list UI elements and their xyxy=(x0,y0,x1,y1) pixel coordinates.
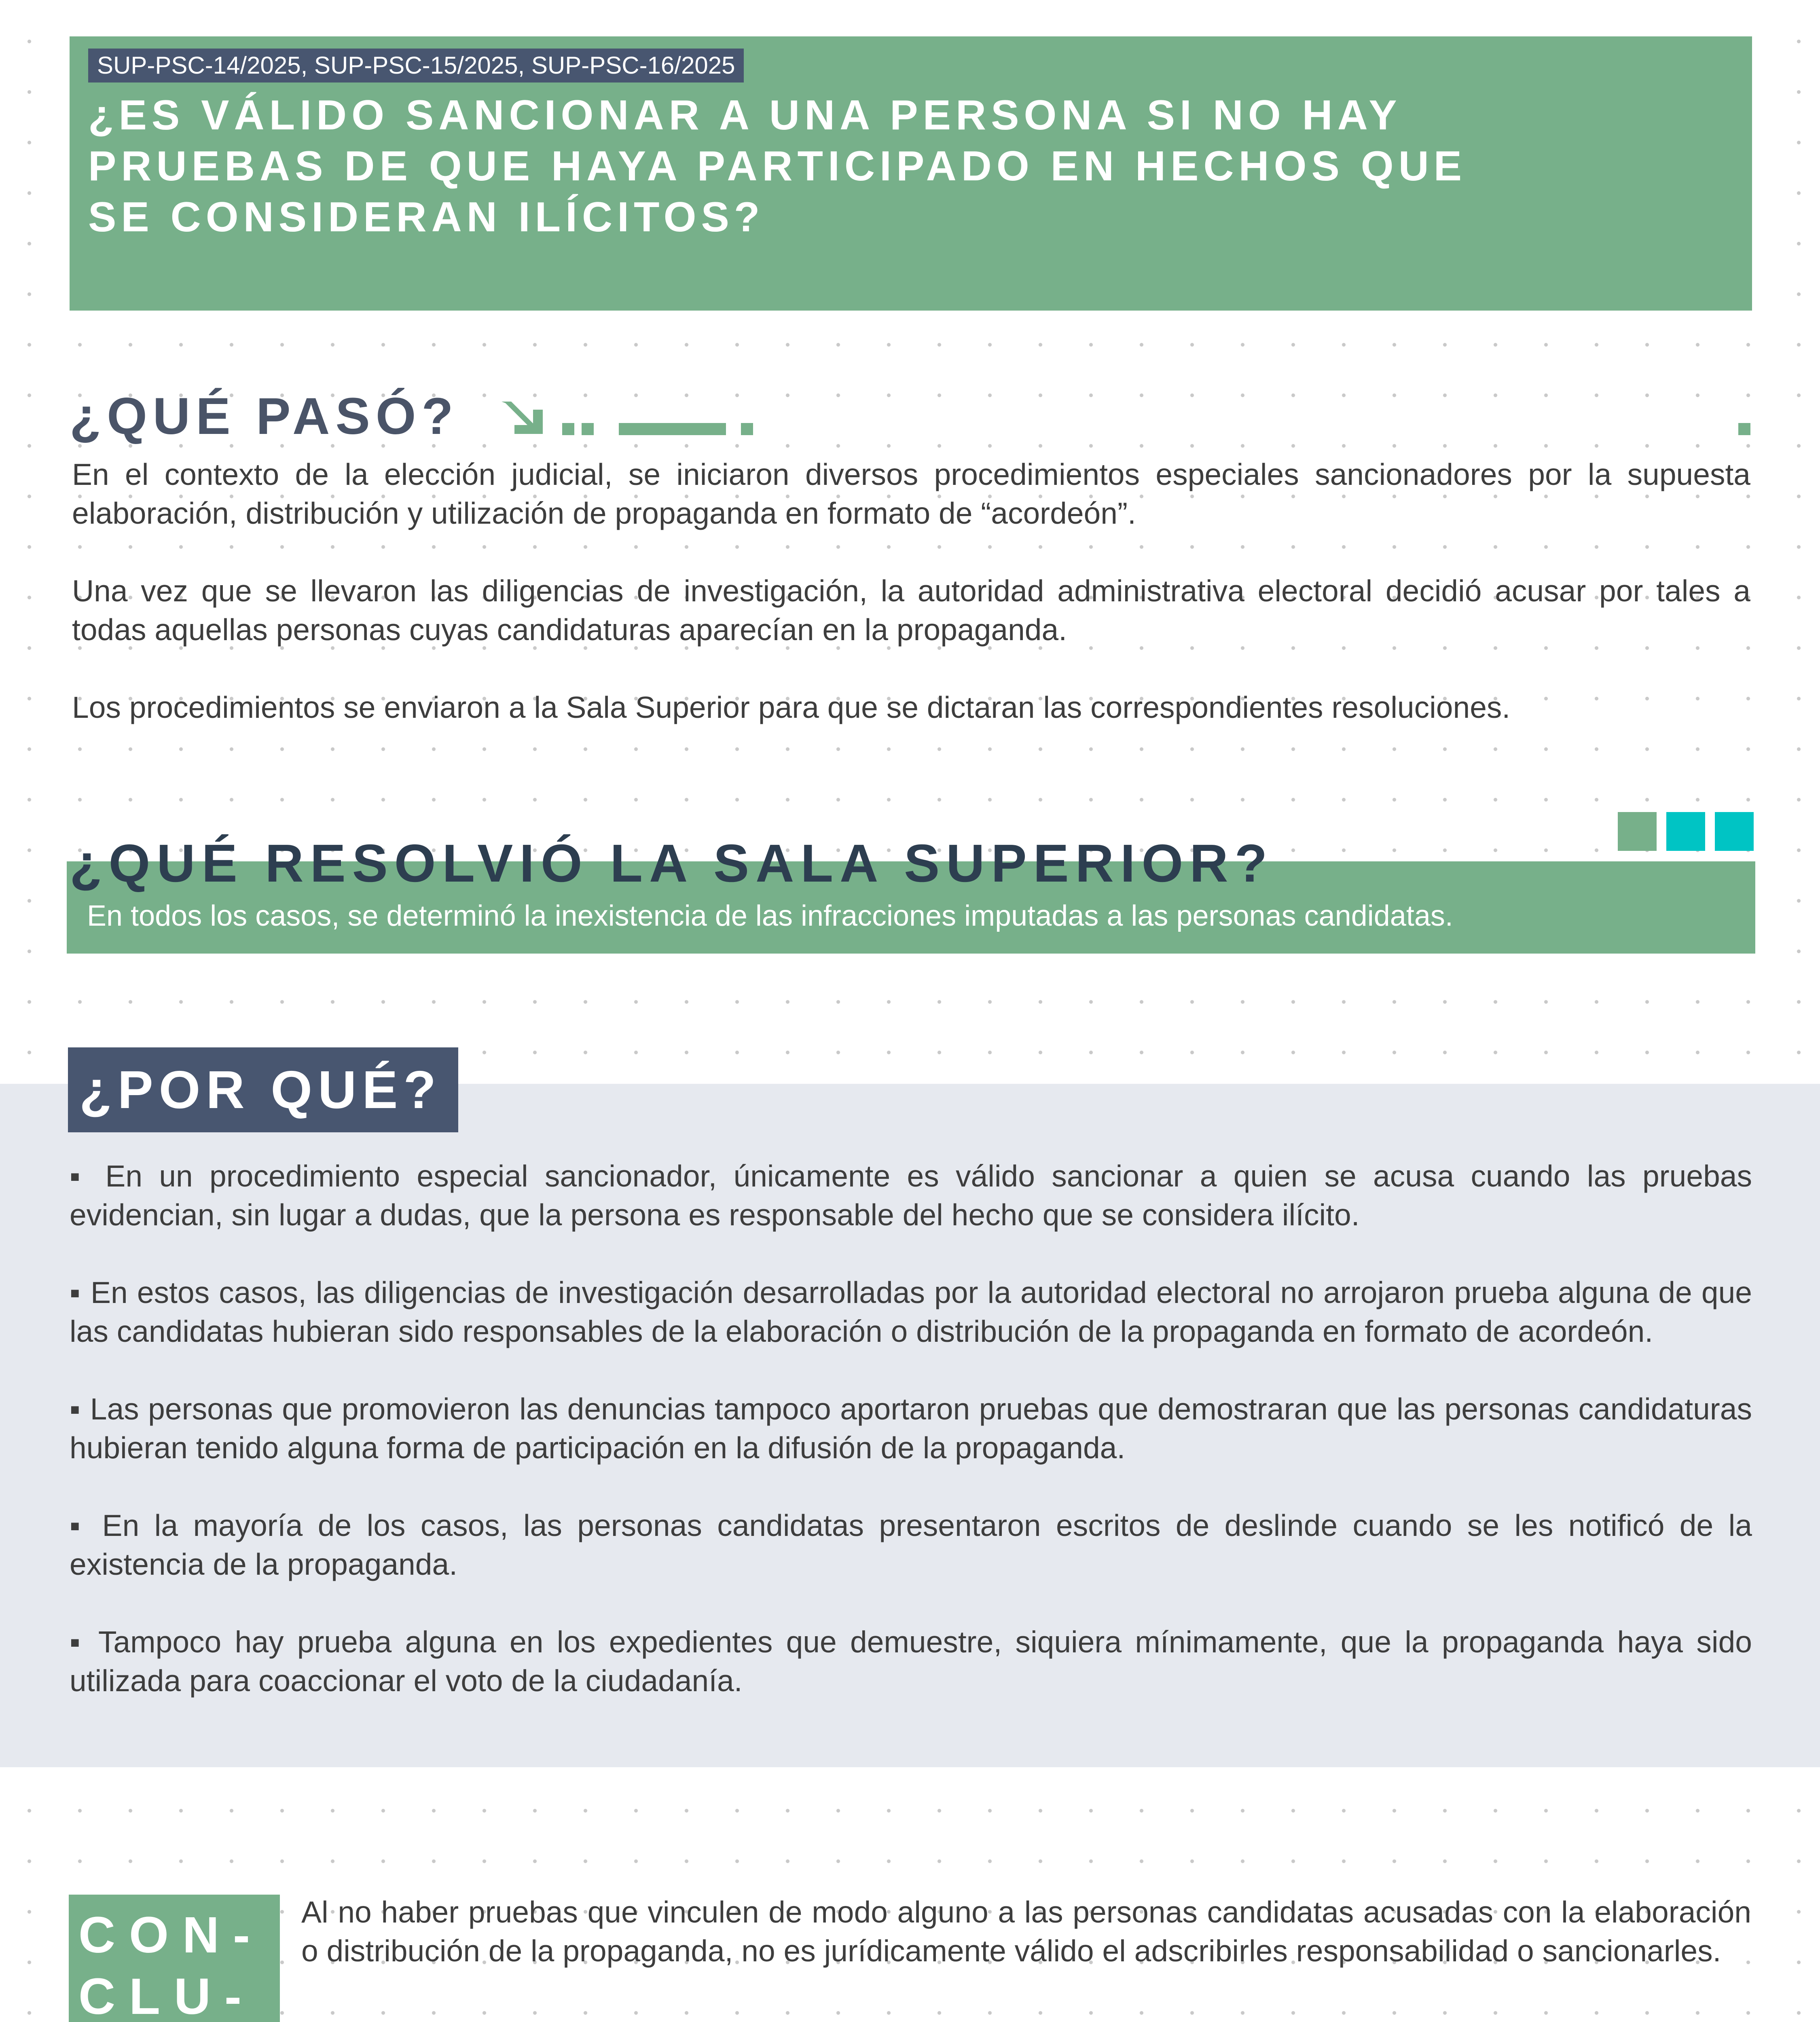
decorative-dot xyxy=(582,423,594,435)
page-title-line: PRUEBAS DE QUE HAYA PARTICIPADO EN HECHOS QUE xyxy=(88,143,1467,190)
conclusion-label-line: CLU- xyxy=(78,1968,255,2022)
arrow-down-right-icon xyxy=(498,398,547,437)
section-title-que-resolvio: ¿QUÉ RESOLVIÓ LA SALA SUPERIOR? xyxy=(70,833,1274,893)
paragraph: Una vez que se llevaron las diligencias de investigación, la autoridad administrativa electoral decidió acusar por tales a todas aquellas personas cuyas candidaturas aparecían en la propaganda. xyxy=(72,574,1750,647)
decorative-square xyxy=(1715,812,1754,851)
decorative-dot xyxy=(562,423,574,435)
decorative-dot xyxy=(1738,423,1750,435)
list-item: ▪ En la mayoría de los casos, las personas candidatas presentaron escritos de deslinde cuando se les notificó de la existencia de la propaganda. xyxy=(70,1508,1752,1581)
page-title-line: SE CONSIDERAN ILÍCITOS? xyxy=(88,194,765,241)
decorative-square xyxy=(1618,812,1657,851)
resolvio-summary: En todos los casos, se determinó la inexistencia de las infracciones imputadas a las personas candidatas. xyxy=(87,900,1453,932)
conclusion-label xyxy=(69,1895,280,2022)
list-item: ▪ En estos casos, las diligencias de investigación desarrolladas por la autoridad electoral no arrojaron prueba alguna de que las candidatas hubieran sido responsables de la elaboración o distribución de la propaganda en formato de acordeón. xyxy=(70,1275,1752,1348)
paragraph: En el contexto de la elección judicial, se iniciaron diversos procedimientos especiales sancionadores por la supuesta elaboración, distribución y utilización de propaganda en formato de “acordeón”. xyxy=(72,457,1750,530)
decorative-bar xyxy=(619,423,726,435)
list-item: ▪ Tampoco hay prueba alguna en los expedientes que demuestre, siquiera mínimamente, que la propaganda haya sido utilizada para coaccionar el voto de la ciudadanía. xyxy=(70,1625,1752,1698)
decorative-square xyxy=(1666,812,1705,851)
decorative-dot xyxy=(741,423,753,435)
section-title-por-que: ¿POR QUÉ? xyxy=(68,1047,458,1132)
section-title-que-paso: ¿QUÉ PASÓ? xyxy=(70,387,459,445)
paragraph: Los procedimientos se enviaron a la Sala Superior para que se dictaran las correspondientes resoluciones. xyxy=(72,690,1511,724)
conclusion-text: Al no haber pruebas que vinculen de modo alguno a las personas candidatas acusadas con la elaboración o distribución de la propaganda, no es jurídicamente válido el adscribirles responsabilidad o sancionarles. xyxy=(301,1895,1751,1968)
page-title-line: ¿ES VÁLIDO SANCIONAR A UNA PERSONA SI NO HAY xyxy=(88,92,1402,139)
conclusion-label-line: CON- xyxy=(78,1906,264,1963)
list-item: ▪ Las personas que promovieron las denuncias tampoco aportaron pruebas que demostraran que las personas candidaturas hubieran tenido alguna forma de participación en la difusión de la propaganda. xyxy=(70,1392,1752,1465)
case-number-tag: SUP-PSC-14/2025, SUP-PSC-15/2025, SUP-PSC-16/2025 xyxy=(88,49,744,82)
que-paso-body xyxy=(72,455,1750,766)
list-item: ▪ En un procedimiento especial sancionador, únicamente es válido sancionar a quien se acusa cuando las pruebas evidencian, sin lugar a dudas, que la persona es responsable del hecho que se considera ilícito. xyxy=(70,1159,1752,1232)
header-banner xyxy=(70,36,1752,311)
por-que-list xyxy=(70,1157,1752,1739)
page-title xyxy=(88,90,1666,243)
